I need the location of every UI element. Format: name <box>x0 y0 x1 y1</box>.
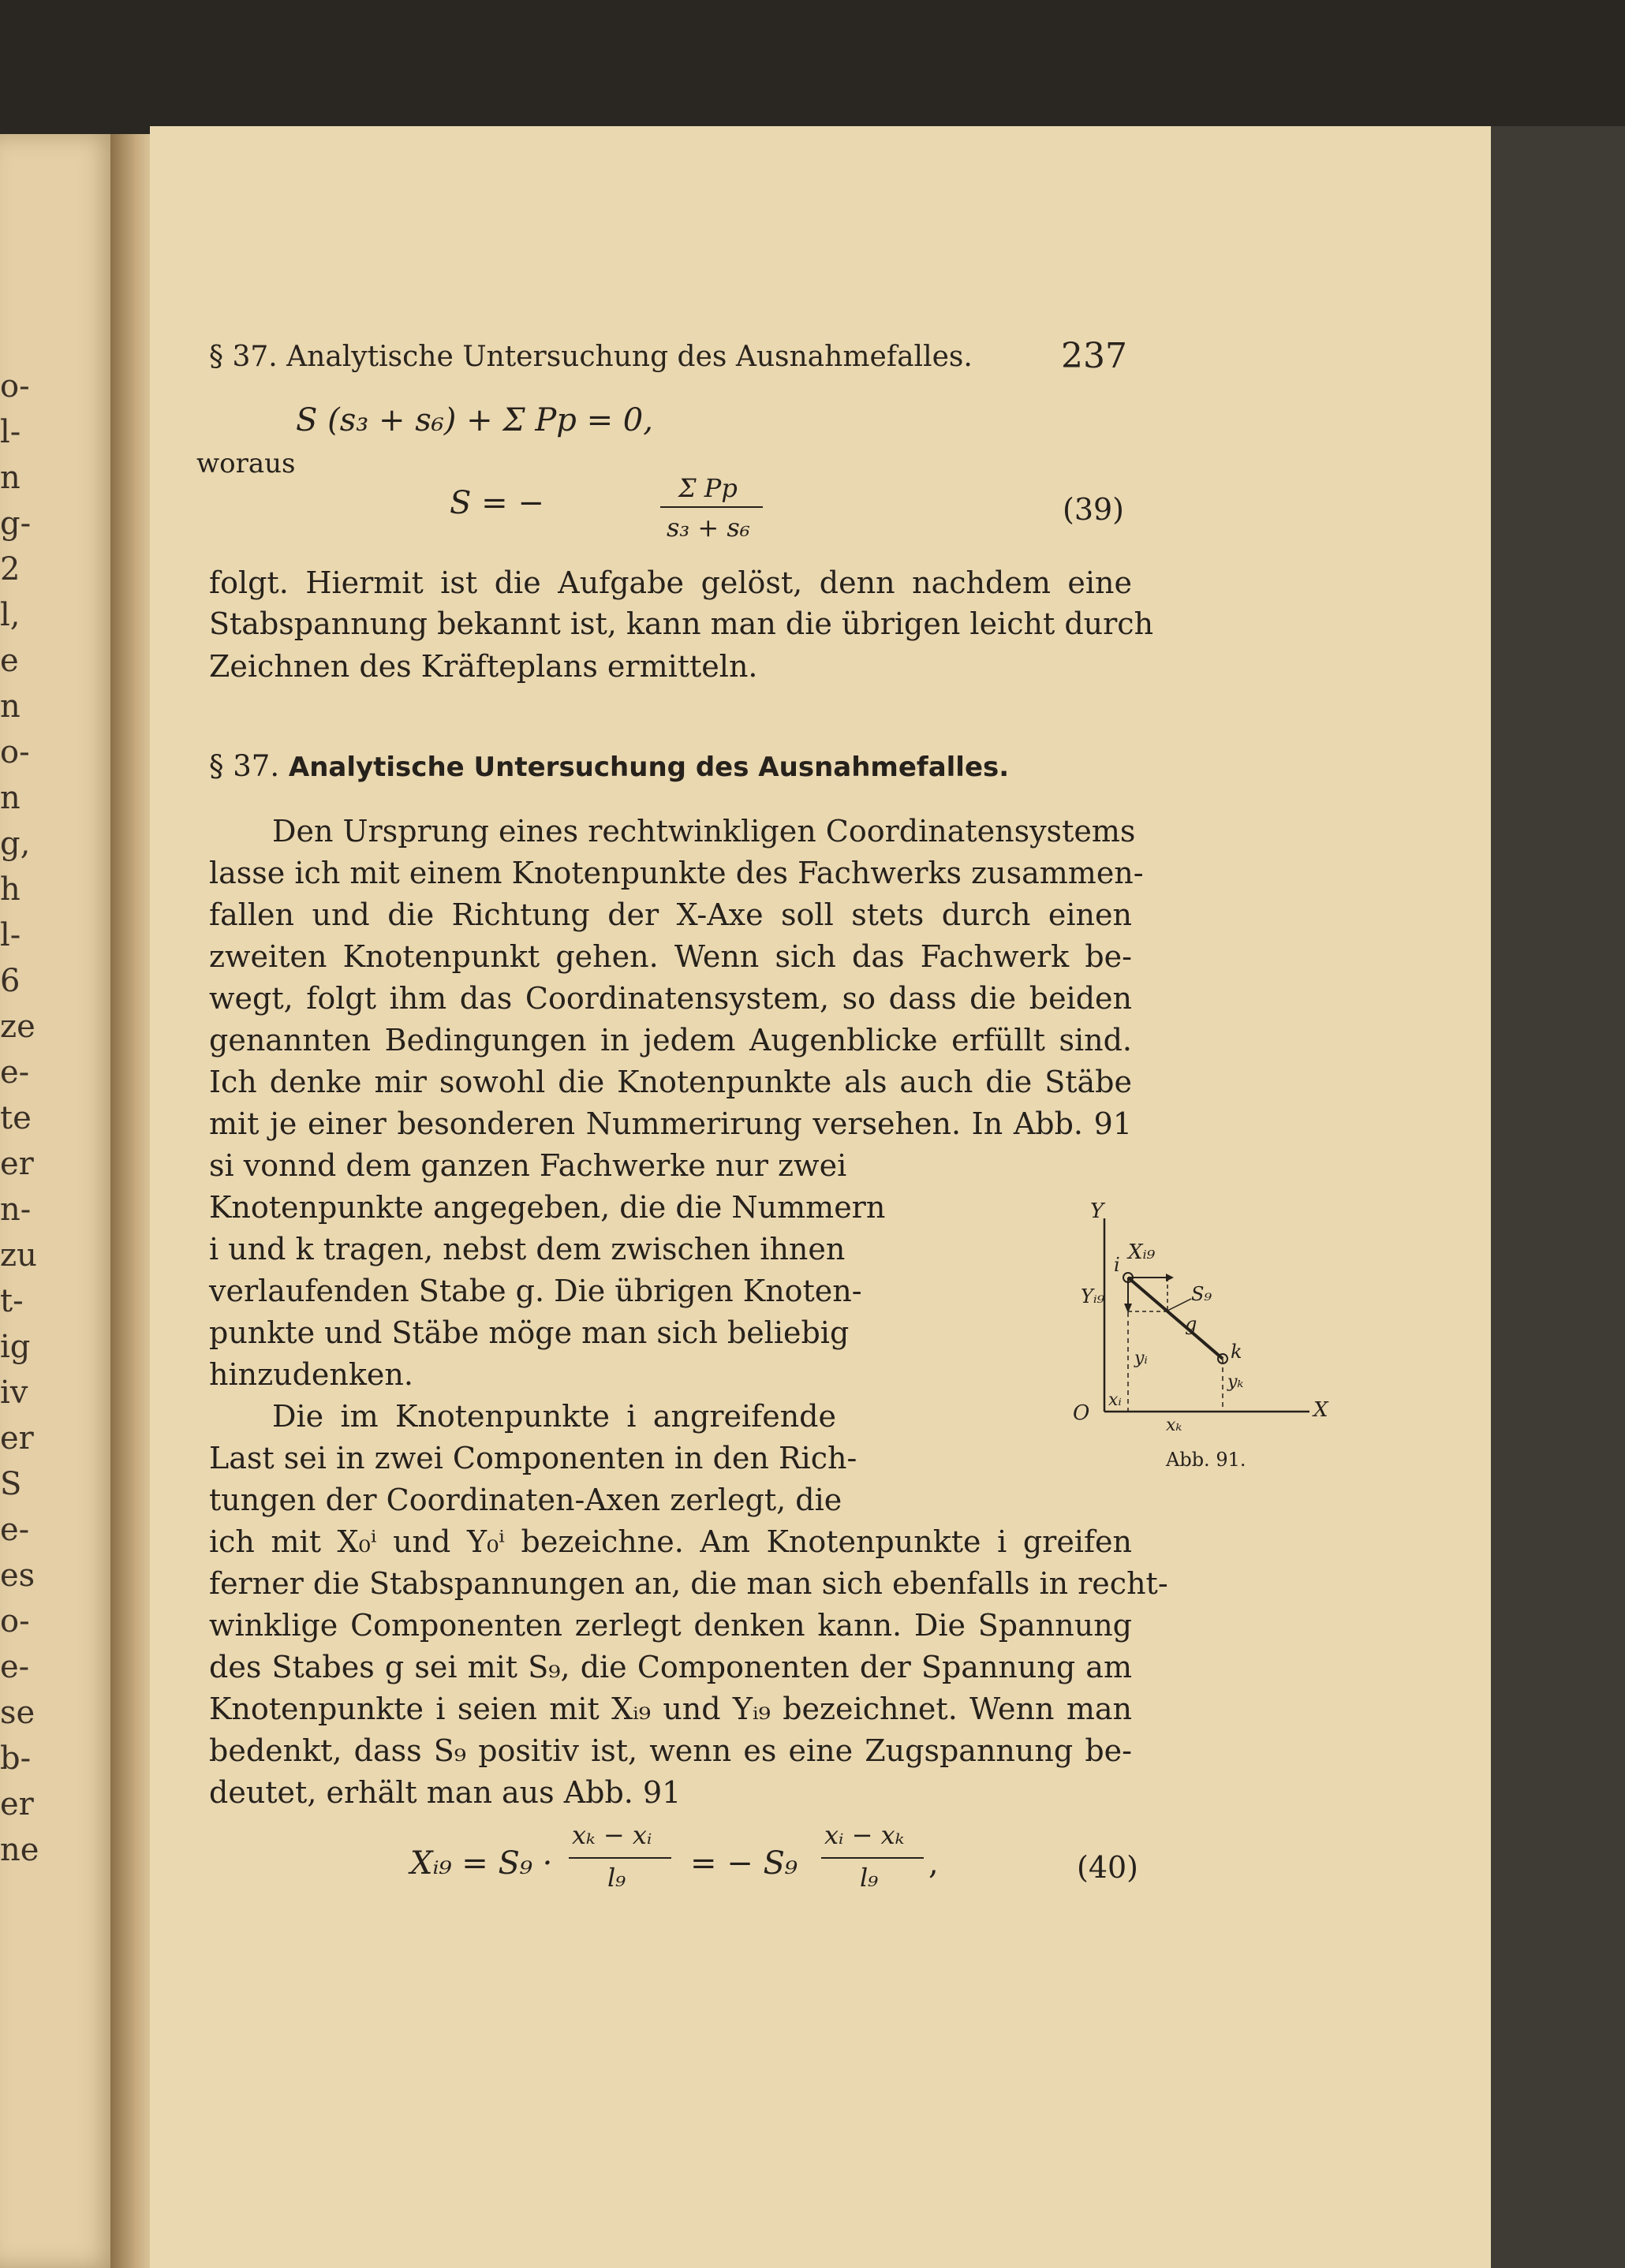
text-line: Knotenpunkte i seien mit Xᵢ₉ und Yᵢ₉ bezeichnet. Wenn man <box>209 1692 1132 1726</box>
label-xk: xₖ <box>1166 1416 1182 1435</box>
text-line: lasse ich mit einem Knotenpunkte des Fachwerks zusammen- <box>209 856 1144 890</box>
left-page-fragment: e <box>0 643 19 679</box>
text-line: des Stabes g sei mit S₉, die Componenten der Spannung am <box>209 1650 1132 1684</box>
sg-leader <box>1166 1299 1191 1311</box>
text-line: si vonnd dem ganzen Fachwerke nur zwei <box>209 1148 847 1183</box>
left-page-fragment: l- <box>0 414 21 450</box>
label-i: i <box>1114 1254 1120 1276</box>
text-line: hinzudenken. <box>209 1357 413 1392</box>
label-Sg: S₉ <box>1191 1283 1212 1305</box>
text-line: Knotenpunkte angegeben, die die Nummern <box>209 1190 886 1225</box>
left-page-fragment: S <box>0 1466 22 1502</box>
left-page-fragment: e- <box>0 1512 30 1548</box>
eq40-number: (40) <box>1077 1850 1139 1885</box>
label-Xg: Xᵢ₉ <box>1128 1240 1156 1264</box>
figure-diagram <box>1073 1195 1341 1479</box>
left-page-fragment: se <box>0 1695 35 1731</box>
text-line: bedenkt, dass S₉ positiv ist, wenn es eine Zugspannung be- <box>209 1733 1132 1768</box>
left-page-fragment: n <box>0 688 21 725</box>
book-cover <box>1491 126 1625 2268</box>
text-line: Den Ursprung eines rechtwinkligen Coordinatensystems <box>272 814 1136 849</box>
eq40-comma: , <box>928 1845 939 1882</box>
text-line: Ich denke mir sowohl die Knotenpunkte als auch die Stäbe <box>209 1065 1132 1099</box>
left-page-fragment: o- <box>0 734 30 770</box>
page-number: 237 <box>1061 336 1127 376</box>
left-page-fragment: zu <box>0 1237 37 1274</box>
eq39-fraction-bar <box>660 506 763 508</box>
left-page-fragment: h <box>0 871 21 908</box>
section-heading <box>209 749 1009 783</box>
left-page-fragment: ze <box>0 1009 35 1045</box>
text-line: ferner die Stabspannungen an, die man sich ebenfalls in recht- <box>209 1566 1168 1601</box>
text-line: wegt, folgt ihm das Coordinatensystem, so dass die beiden <box>209 981 1132 1016</box>
label-O: O <box>1073 1401 1090 1425</box>
left-page-fragment: l- <box>0 917 21 953</box>
text-line: genannten Bedingungen in jedem Augenblicke erfüllt sind. <box>209 1023 1132 1058</box>
left-page-fragment: te <box>0 1100 32 1136</box>
text-line: winklige Componenten zerlegt denken kann. Die Spannung <box>209 1608 1132 1643</box>
left-page-fragment: er <box>0 1786 34 1822</box>
figure-caption: Abb. 91. <box>1166 1449 1246 1471</box>
text-line: fallen und die Richtung der X-Axe soll stets durch einen <box>209 897 1132 932</box>
running-header: § 37. Analytische Untersuchung des Ausnahmefalles. <box>209 341 973 373</box>
text-line: Last sei in zwei Componenten in den Rich- <box>209 1441 857 1475</box>
left-page-fragment: e- <box>0 1054 30 1091</box>
eq40-frac2-numerator: xᵢ − xₖ <box>824 1820 905 1850</box>
left-page-fragment: t- <box>0 1283 24 1319</box>
left-page-fragment: 2 <box>0 551 21 588</box>
eq40-frac1-denominator: l₉ <box>607 1863 626 1893</box>
eq39-lhs: S = − <box>450 485 544 521</box>
label-Y: Y <box>1090 1199 1104 1223</box>
text-line: i und k tragen, nebst dem zwischen ihnen <box>209 1232 846 1266</box>
label-yk: yₖ <box>1227 1372 1244 1392</box>
equation-top: S (s₃ + s₆) + Σ Pp = 0, <box>296 402 653 438</box>
text-line: Stabspannung bekannt ist, kann man die übrigen leicht durch <box>209 606 1154 641</box>
left-page-edge <box>0 134 118 2268</box>
left-page-fragment: n <box>0 780 21 816</box>
label-yi: yᵢ <box>1134 1348 1148 1368</box>
text-line: Zeichnen des Kräfteplans ermitteln. <box>209 649 758 684</box>
left-page-fragment: er <box>0 1420 34 1457</box>
label-xi: xᵢ <box>1108 1390 1122 1410</box>
left-page-fragment: ne <box>0 1832 39 1868</box>
left-page-fragment: 6 <box>0 963 21 999</box>
eq39-denominator: s₃ + s₆ <box>667 513 750 543</box>
section-number: § 37. <box>209 749 280 783</box>
eq39-number: (39) <box>1063 492 1125 527</box>
label-g: g <box>1185 1313 1197 1335</box>
left-page-fragment: es <box>0 1557 35 1594</box>
text-line: ich mit X₀ⁱ und Y₀ⁱ bezeichne. Am Knotenpunkte i greifen <box>209 1524 1132 1559</box>
text-line: mit je einer besonderen Nummerirung versehen. In Abb. 91 <box>209 1106 1132 1141</box>
left-page-fragment: l, <box>0 597 21 633</box>
text-line: zweiten Knotenpunkt gehen. Wenn sich das Fachwerk be- <box>209 939 1132 974</box>
label-X: X <box>1313 1398 1328 1422</box>
left-page-fragment: n <box>0 460 21 496</box>
eq40-frac2-denominator: l₉ <box>860 1863 879 1893</box>
left-page-fragment: e- <box>0 1649 30 1685</box>
label-Yg: Yᵢ₉ <box>1081 1285 1105 1307</box>
eq40-lhs: Xᵢ₉ = S₉ · <box>410 1845 553 1882</box>
text-line: tungen der Coordinaten-Axen zerlegt, die <box>209 1483 842 1517</box>
text-line: verlaufenden Stabe g. Die übrigen Knoten- <box>209 1274 862 1308</box>
left-page-fragment: b- <box>0 1740 32 1777</box>
text-line: Die im Knotenpunkte i angreifende <box>272 1399 836 1434</box>
left-page-fragment: g- <box>0 505 32 542</box>
left-page-fragment: iv <box>0 1375 28 1411</box>
left-page-fragment: ig <box>0 1329 31 1365</box>
woraus-label: woraus <box>196 448 296 479</box>
section-title: Analytische Untersuchung des Ausnahmefalles. <box>288 752 1010 783</box>
eq40-middle: = − S₉ <box>690 1845 798 1882</box>
left-page-fragment: g, <box>0 826 31 862</box>
text-line: deutet, erhält man aus Abb. 91 <box>209 1775 682 1810</box>
xg-arrowhead <box>1166 1274 1174 1281</box>
left-page-fragment: o- <box>0 1603 30 1639</box>
left-page-fragment: n- <box>0 1192 32 1228</box>
eq39-numerator: Σ Pp <box>678 473 738 503</box>
figure-abb-91 <box>1073 1195 1341 1479</box>
left-page-fragment: er <box>0 1146 34 1182</box>
eq40-frac1-numerator: xₖ − xᵢ <box>572 1820 652 1850</box>
text-line: punkte und Stäbe möge man sich beliebig <box>209 1315 850 1350</box>
left-page-fragment: o- <box>0 368 30 405</box>
eq40-frac1-bar <box>569 1857 671 1859</box>
text-line: folgt. Hiermit ist die Aufgabe gelöst, denn nachdem eine <box>209 565 1132 600</box>
eq40-frac2-bar <box>821 1857 924 1859</box>
label-k: k <box>1231 1341 1242 1363</box>
